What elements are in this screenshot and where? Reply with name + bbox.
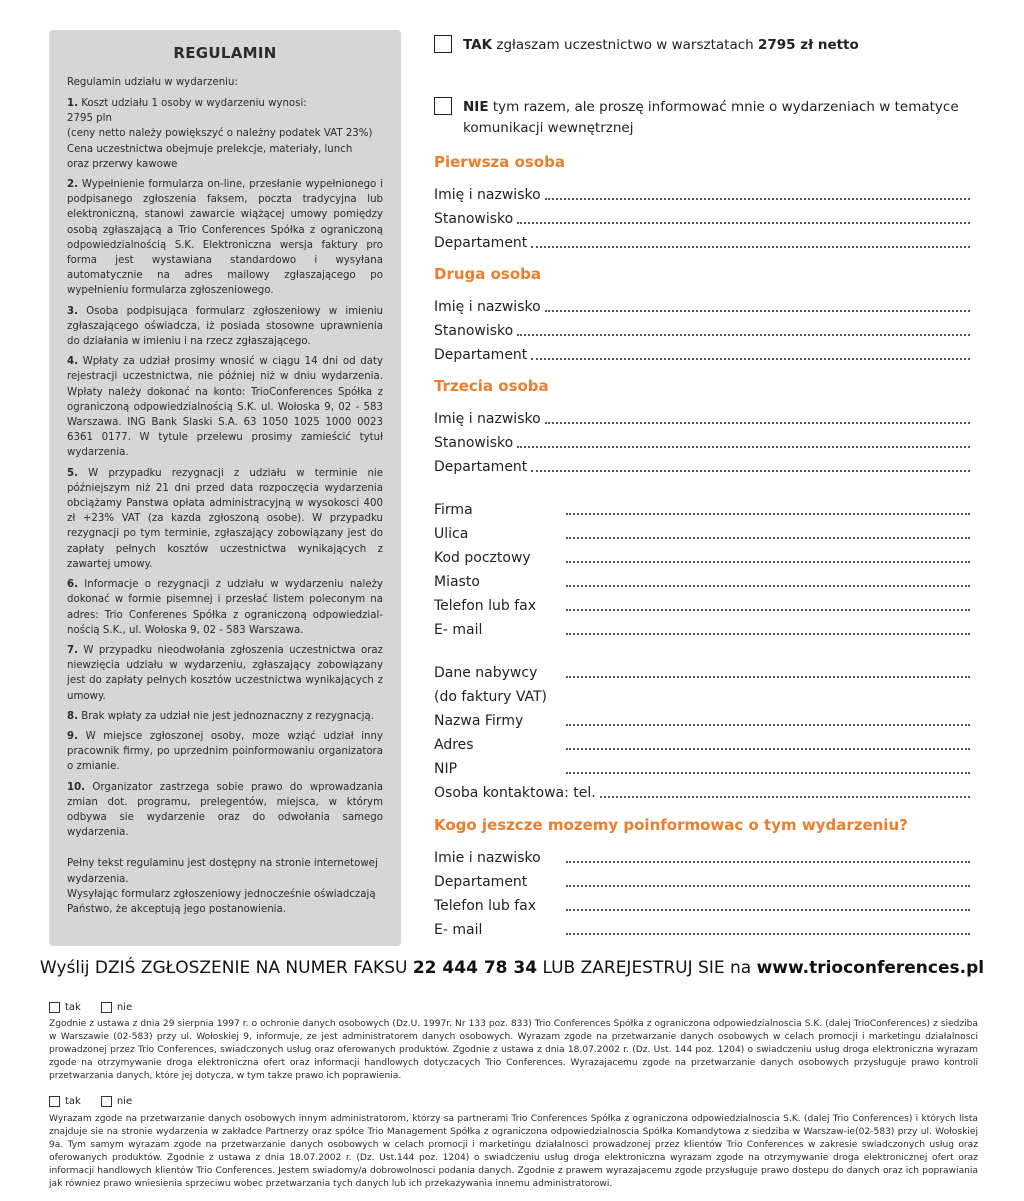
company-name-field[interactable] <box>434 498 970 518</box>
point-text: Cena uczestnictwa obejmuje prelekcje, materiały, lunch <box>67 143 353 155</box>
street-field[interactable] <box>434 522 970 542</box>
fill-line <box>566 536 970 539</box>
buyer-nip-field[interactable] <box>434 757 970 777</box>
consent-2-options <box>49 1096 152 1107</box>
fill-line <box>566 675 970 678</box>
field-label: E- mail <box>434 922 483 938</box>
consent-2-tak[interactable] <box>49 1096 81 1107</box>
fax-middle: LUB ZAREJESTRUJ SIE na <box>537 958 757 978</box>
fill-line <box>600 795 970 798</box>
fax-instruction <box>0 958 1024 978</box>
point-number: 2. <box>67 179 78 191</box>
person-3-department-field[interactable] <box>434 455 970 475</box>
consent-1-nie[interactable] <box>101 1002 132 1013</box>
regulamin-intro: Regulamin udziału w wydarzeniu: <box>67 77 238 88</box>
fill-line <box>517 445 970 448</box>
fill-line <box>531 357 970 360</box>
field-label: Departament <box>434 235 528 251</box>
regulamin-title: REGULAMIN <box>173 44 277 62</box>
person-1-department-field[interactable] <box>434 231 970 251</box>
buyer-data-field[interactable] <box>434 661 970 681</box>
point-text: Osoba podpisująca formularz zgłoszeniowy w imieniu zgłaszającego oświadcza, iż posiada stosowne uprawnienia do działania w imieniu i na rzecz zgłaszającego. <box>67 305 383 348</box>
fill-line <box>566 884 970 887</box>
point-number: 4. <box>67 356 78 368</box>
fill-line <box>566 608 970 611</box>
fax-number: 22 444 78 34 <box>412 958 538 978</box>
fill-line <box>531 245 970 248</box>
nie-checkbox[interactable] <box>434 97 452 115</box>
fill-line <box>531 469 970 472</box>
option-nie-label <box>463 97 974 139</box>
field-label: Nazwa Firmy <box>434 713 524 729</box>
fill-line <box>566 723 970 726</box>
field-label: (do faktury VAT) <box>434 689 548 705</box>
point-text: Organizator zastrzega sobie prawo do wprowadzania zmian dot. programu, prelegentów, miejsca, w którym odbywa sie wydarzenie oraz do odwołania samego wydarzenia. <box>67 781 383 839</box>
fill-line <box>566 584 970 587</box>
section-title-person-2: Druga osoba <box>434 265 542 283</box>
consent-2-text: Wyrazam zgode na przetwarzanie danych osobowych innym administratorom, którzy sa partnerami Trio Conferences Spółka z ograniczona odpowiedzialnoscia S.K. (dalej Trio Conferences) i których lista znajduje sie na stronie wydarzenia w zakładce Partnerzy oraz spółce Trio Management Spółka z ograniczona odpowiedzialnoscia Spółka Komandytowa z siedziba w Warszaw-ie(02-583) przy ul. Wołoskiej 9a. Tym samym wyrazam zgode na przetwarzanie danych osobowych w celach promocji i marketingu działalnosci prowadzonej przez klientów Trio Conferences w zakresie swiadczonych usług oraz oferowanych produktów. Zgodnie z ustawa z dnia 18.07.2002 r. (Dz. Ust.144 poz. 1204) o swiadczeniu usług droga elektroniczna wyrazam zgode na otrzymywanie droga elektronicznej ofert oraz informacji handlowych klientów Trio Conferences. Jestem swiadomy/a dobrowolnosci podania danych. Zgodnie z prawem wyrazajacemu zgode przysługuje prawo dostepu do danych oraz ich poprawiania jak równiez prawo wniesienia sprzeciwu wobec przetwarzania tych danych lub ich przekazywania innemu administratorowi. <box>49 1114 978 1189</box>
person-2-position-field[interactable] <box>434 319 970 339</box>
email-field[interactable] <box>434 618 970 638</box>
fill-line <box>566 908 970 911</box>
fill-line <box>566 747 970 750</box>
city-field[interactable] <box>434 570 970 590</box>
field-label: Osoba kontaktowa: tel. <box>434 785 596 801</box>
field-label: Departament <box>434 459 528 475</box>
option-tak-keyword: TAK <box>463 37 493 53</box>
option-tak-label <box>463 35 859 56</box>
tak-checkbox[interactable] <box>434 35 452 53</box>
regulamin-panel <box>49 30 401 946</box>
regulamin-point-4 <box>67 354 383 460</box>
point-text: Koszt udziału 1 osoby w wydarzeniu wynosi: <box>81 98 307 109</box>
inform-phone-field[interactable] <box>434 894 970 914</box>
fill-line <box>566 860 970 863</box>
regulamin-point-1 <box>67 96 383 172</box>
fill-line <box>517 333 970 336</box>
regulamin-footer-note: Wysyłając formularz zgłoszeniowy jednocześnie oświadczają Państwo, że akceptują jego postanowienia. <box>67 888 376 915</box>
regulamin-point-2 <box>67 177 383 299</box>
inform-email-field[interactable] <box>434 918 970 938</box>
regulamin-point-3 <box>67 304 383 350</box>
buyer-contact-field[interactable] <box>434 781 970 801</box>
field-label: Kod pocztowy <box>434 550 531 566</box>
section-title-person-3: Trzecia osoba <box>434 377 549 395</box>
point-text: oraz przerwy kawowe <box>67 158 178 170</box>
consent-option-label: nie <box>116 1002 133 1013</box>
person-3-position-field[interactable] <box>434 431 970 451</box>
point-number: 9. <box>67 730 78 742</box>
field-label: Telefon lub fax <box>434 598 536 614</box>
person-2-department-field[interactable] <box>434 343 970 363</box>
regulamin-point-7 <box>67 643 383 704</box>
field-label: Stanowisko <box>434 323 514 339</box>
phone-field[interactable] <box>434 594 970 614</box>
fill-line <box>566 560 970 563</box>
consent-2-nie-checkbox[interactable] <box>101 1096 112 1107</box>
postal-code-field[interactable] <box>434 546 970 566</box>
field-label: Imię i nazwisko <box>434 411 541 427</box>
field-label: Imię i nazwisko <box>434 299 541 315</box>
point-number: 8. <box>67 710 78 722</box>
field-label: Stanowisko <box>434 211 514 227</box>
fill-line <box>545 309 970 312</box>
option-nie-keyword: NIE <box>463 99 489 115</box>
field-label: Departament <box>434 874 528 890</box>
buyer-address-field[interactable] <box>434 733 970 753</box>
website-link[interactable]: www.trioconferences.pl <box>756 958 985 978</box>
point-number: 5. <box>67 467 78 479</box>
regulamin-point-8 <box>67 709 383 724</box>
field-label: Miasto <box>434 574 480 590</box>
fill-line <box>566 771 970 774</box>
regulamin-footer <box>67 856 383 917</box>
regulamin-point-6 <box>67 577 383 638</box>
field-label: Ulica <box>434 526 469 542</box>
person-1-name-field[interactable] <box>434 183 970 203</box>
fill-line <box>517 221 970 224</box>
field-label: Departament <box>434 347 528 363</box>
point-text: Wypełnienie formularza on-line, przesłanie wypełnionego i podpisanego zgłoszenia faksem, poczta tradycyjna lub elektroniczną, stanowi zawarcie wiążącej umowy pomiędzy osobą zgłaszającą a Trio Conferences Spółka z ograniczoną odpowiedzialnością S.K. Elektroniczna wersja faktury pro forma jest wystawiana standardowo i wysyłana automatycznie na adres mailowy zgłaszającego po wypełnieniu formularza zgłoszeniowego. <box>67 179 383 297</box>
point-number: 3. <box>67 305 78 317</box>
point-number: 1. <box>67 98 78 109</box>
field-label: Adres <box>434 737 474 753</box>
fill-line <box>566 512 970 515</box>
point-text: 2795 pln <box>67 113 112 125</box>
field-label: E- mail <box>434 622 483 638</box>
option-nie <box>434 97 974 139</box>
option-tak <box>434 35 974 56</box>
consent-2-nie[interactable] <box>101 1096 132 1107</box>
consent-1-tak-checkbox[interactable] <box>49 1002 60 1013</box>
person-3-name-field[interactable] <box>434 407 970 427</box>
point-text: W przypadku rezygnacji z udziału w terminie nie późniejszym niż 21 dni przed data rozpoczęcia wydarzenia obciążamy Panstwa opłata administracyjną w wysokosci 400 zł +23% VAT (za kazda zgłoszoną osobe). W przypadku rezygnacji po tym terminie, zgłaszający zobowiązany jest do zapłaty pełnych kosztów uczestnictwa wynikających z zawartej umowy. <box>67 467 383 570</box>
section-title-person-1: Pierwsza osoba <box>434 153 565 171</box>
buyer-company-field[interactable] <box>434 709 970 729</box>
field-label: Telefon lub fax <box>434 898 536 914</box>
section-title-inform: Kogo jeszcze mozemy poinformowac o tym wydarzeniu? <box>434 816 908 834</box>
point-text: Informacje o rezygnacji z udziału w wydarzeniu należy dokonać w formie pisemnej i przesłać listem poleconym na adres: Trio Conferenes Spółka z ograniczoną odpowiedzial-nością S.K., ul. Wołoska 9, 02 - 583 Warszawa. <box>67 579 383 636</box>
option-tak-text: zgłaszam uczestnictwo w warsztatach <box>492 37 758 53</box>
point-text: W miejsce zgłoszonej osoby, moze wziąć udział inny pracownik firmy, po uprzednim poinformowaniu organizatora o zmianie. <box>67 730 383 773</box>
fax-prefix: Wyślij DZIŚ ZGŁOSZENIE NA NUMER FAKSU <box>39 958 413 978</box>
inform-department-field[interactable] <box>434 870 970 890</box>
consent-option-label: tak <box>65 1002 81 1013</box>
regulamin-footer-note: Pełny tekst regulaminu jest dostępny na stronie internetowej wydarzenia. <box>67 858 378 885</box>
field-label: NIP <box>434 761 458 777</box>
consent-1-options <box>49 1002 152 1013</box>
regulamin-point-9 <box>67 729 383 775</box>
consent-option-label: tak <box>65 1096 81 1107</box>
regulamin-point-10 <box>67 780 383 841</box>
consent-1-nie-checkbox[interactable] <box>101 1002 112 1013</box>
option-tak-price: 2795 zł netto <box>758 37 859 53</box>
fill-line <box>566 932 970 935</box>
point-text: Brak wpłaty za udział nie jest jednoznaczny z rezygnacją. <box>81 710 374 722</box>
inform-name-field[interactable] <box>434 846 970 866</box>
consent-1-tak[interactable] <box>49 1002 81 1013</box>
point-number: 10. <box>67 781 86 793</box>
option-nie-text: tym razem, ale proszę informować mnie o wydarzeniach w tematyce komunikacji wewnętrznej <box>463 99 959 136</box>
point-number: 7. <box>67 644 78 656</box>
fill-line <box>566 632 970 635</box>
point-text: (ceny netto należy powiększyć o należny podatek VAT 23%) <box>67 128 373 140</box>
fill-line <box>545 197 970 200</box>
fill-line <box>545 421 970 424</box>
person-1-position-field[interactable] <box>434 207 970 227</box>
field-label: Stanowisko <box>434 435 514 451</box>
field-label: Imię i nazwisko <box>434 187 541 203</box>
buyer-vat-note <box>434 685 970 705</box>
consent-option-label: nie <box>116 1096 133 1107</box>
point-number: 6. <box>67 579 78 591</box>
field-label: Dane nabywcy <box>434 665 538 681</box>
consent-1-text: Zgodnie z ustawa z dnia 29 sierpnia 1997 r. o ochronie danych osobowych (Dz.U. 1997r. Nr 133 poz. 833) Trio Conferences Spółka z ograniczona odpowiedzialnoscia S.K. (dalej TrioConferences) z siedziba w Warszawie (02-583) przy ul. Wołoskiej 9, informuje, ze jest administratorem danych osobowych. Wyrazam zgode na przetwarzanie danych osobowych w celach promocji i marketingu działalnosci prowadzonej przez Trio Conferences, swiadczonych usług oraz oferowanych produktów. Zgodnie z ustawa z dnia 18.07.2002 r. (Dz. Ust. 144 poz. 1204) o swiadczeniu usług droga elektroniczna wyrazam zgode na otrzymywanie droga elektroniczna ofert oraz informacji handlowych dotyczacych Trio Conferences. Wyrazajacemu zgode na przetwarzanie danych osobowych przysługuje prawo kontroli przetwarzania danych, które jej dotycza, w tym takze prawo ich poprawienia. <box>49 1019 978 1081</box>
person-2-name-field[interactable] <box>434 295 970 315</box>
field-label: Imie i nazwisko <box>434 850 541 866</box>
point-text: Wpłaty za udział prosimy wnosić w ciągu 14 dni od daty rejestracji uczestnictwa, nie później niż w dniu wydarzenia. Wpłaty należy dokonać na konto: TrioConferences Spółka z ograniczoną odpowiedzialnością S.K. ul. Wołoska 9, 02 - 583 Warszawa. ING Bank Slaski S.A. 63 1050 1025 1000 0023 6361 0177. W tytule przelewu prosimy zamieścić tytuł wydarzenia. <box>67 356 383 459</box>
field-label: Firma <box>434 502 473 518</box>
point-text: W przypadku nieodwołania zgłoszenia uczestnictwa oraz niewzięcia udziału w wydarzeniu, zgłaszający zobowiązany jest do zapłaty pełnych kosztów uczestnictwa wynikających z umowy. <box>67 644 383 702</box>
regulamin-point-5 <box>67 466 383 572</box>
consent-2-tak-checkbox[interactable] <box>49 1096 60 1107</box>
